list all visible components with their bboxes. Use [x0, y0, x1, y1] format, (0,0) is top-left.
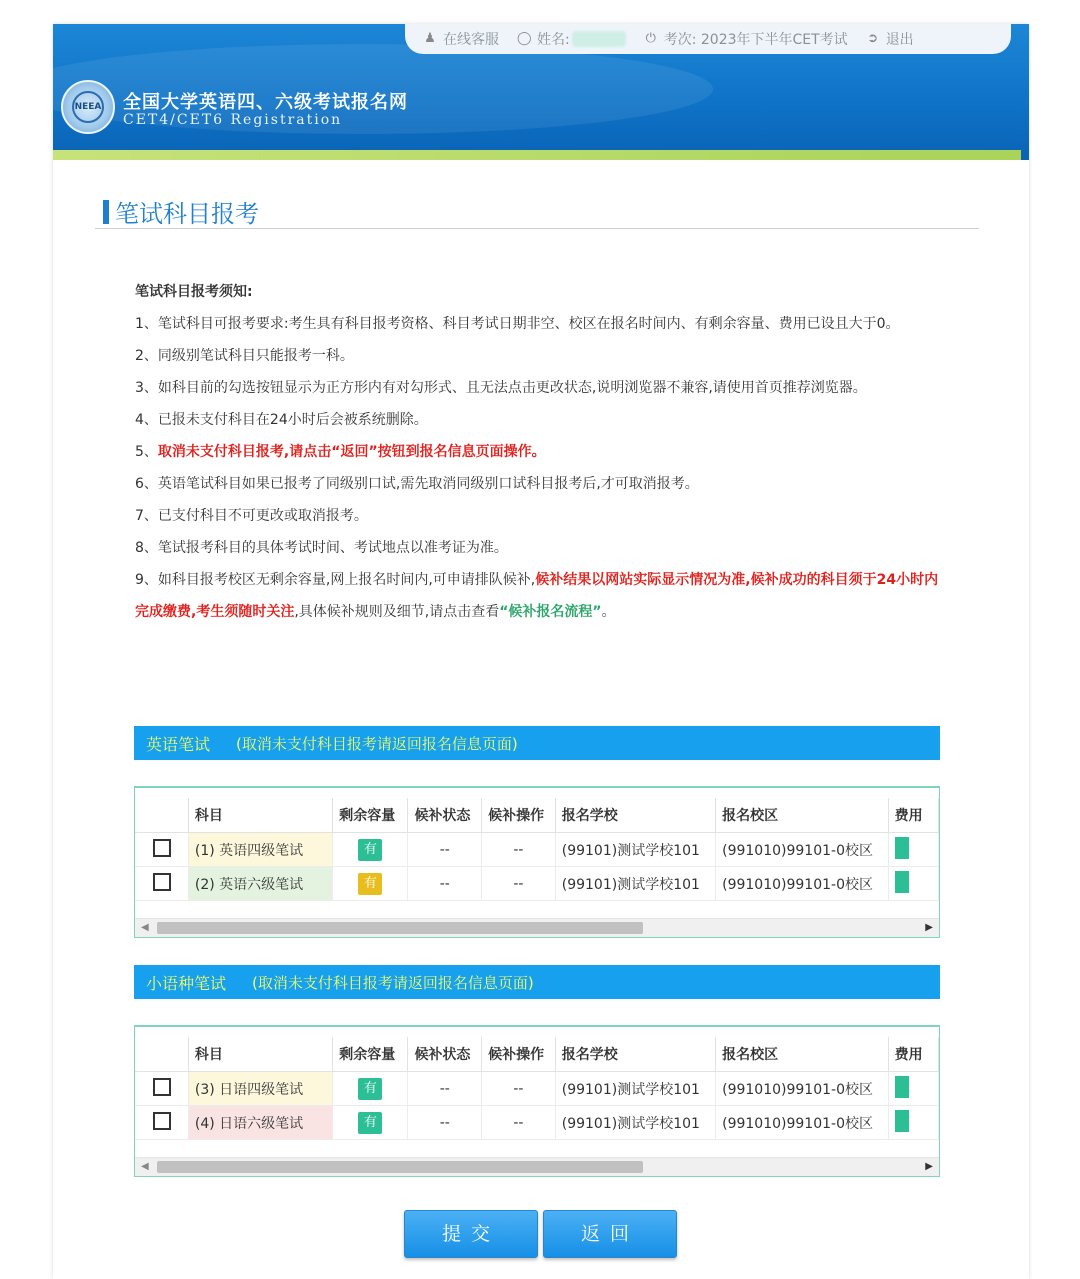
capacity-cell: [333, 1072, 408, 1106]
minor-panel-title: 小语种笔试: [146, 973, 227, 993]
row-checkbox[interactable]: [153, 1112, 171, 1130]
row-select-cell: [135, 1106, 188, 1140]
campus-cell: (991010)99101-0校区: [716, 867, 889, 901]
page-title: [103, 194, 259, 229]
english-grid: [135, 798, 939, 901]
english-panel-note: (取消未支付科目报考请返回报名信息页面): [236, 734, 518, 753]
fee-cell: [888, 1106, 938, 1140]
notice-item-3: 3、如科目前的勾选按钮显示为正方形内有对勾形式、且无法点击更改状态,说明浏览器不兼容,请使用首页推荐浏览器。: [135, 380, 867, 396]
subject-cell: (1) 英语四级笔试: [188, 833, 332, 867]
minor-grid: [135, 1037, 939, 1140]
wait-op-cell: --: [482, 1072, 556, 1106]
wait-status-cell: --: [408, 867, 482, 901]
row-select-cell: [135, 833, 188, 867]
capacity-badge: 有: [358, 1112, 382, 1134]
english-table: [134, 786, 940, 938]
table-header-row: [135, 798, 939, 833]
notice-item-7: 7、已支付科目不可更改或取消报考。: [135, 508, 368, 524]
subject-cell: (2) 英语六级笔试: [188, 867, 332, 901]
scroll-thumb[interactable]: [157, 922, 643, 934]
row-select-cell: [135, 1072, 188, 1106]
row-checkbox[interactable]: [153, 839, 171, 857]
col-fee: 费用: [888, 798, 938, 833]
capacity-badge: 有: [358, 1078, 382, 1100]
notice-item-1: 1、笔试科目可报考要求:考生具有科目报考资格、科目考试日期非空、校区在报名时间内、有剩余容量、费用已设且大于0。: [135, 316, 900, 332]
wait-status-cell: --: [408, 1106, 482, 1140]
capacity-cell: [333, 867, 408, 901]
site-title-en: CET4/CET6 Registration: [123, 112, 343, 128]
school-cell: (99101)测试学校101: [555, 833, 715, 867]
english-panel-title: 英语笔试: [146, 734, 211, 754]
power-icon: ⏻: [645, 31, 656, 46]
wait-op-cell: --: [482, 1106, 556, 1140]
name-label: 姓名:: [537, 32, 570, 48]
scroll-thumb[interactable]: [157, 1161, 643, 1173]
school-cell: (99101)测试学校101: [555, 1106, 715, 1140]
logout-icon: ➲: [867, 31, 879, 46]
capacity-badge: 有: [358, 839, 382, 861]
scroll-right-icon[interactable]: ▶: [925, 922, 933, 933]
col-checkbox: [135, 1037, 188, 1072]
header-green-stripe: [53, 150, 1021, 160]
wait-op-cell: --: [482, 833, 556, 867]
capacity-cell: [333, 1106, 408, 1140]
notice-section: [135, 276, 945, 628]
table-row: [135, 1072, 939, 1106]
service-icon: ♟: [424, 31, 436, 46]
col-subject: 科目: [188, 1037, 332, 1072]
minor-table: [134, 1025, 940, 1177]
top-user-bar: [405, 24, 1011, 54]
exam-label: 考次: 2023年下半年CET考试: [663, 32, 848, 48]
scroll-left-icon[interactable]: ◀: [141, 1161, 149, 1172]
col-checkbox: [135, 798, 188, 833]
logo-mark: NEEA: [72, 91, 104, 123]
table-row: [135, 867, 939, 901]
fee-badge: [895, 1110, 909, 1132]
col-subject: 科目: [188, 798, 332, 833]
scroll-right-icon[interactable]: ▶: [925, 1161, 933, 1172]
table-row: [135, 1106, 939, 1140]
minor-panel-header: [134, 965, 940, 999]
notice-item-9-end: 。: [601, 604, 616, 620]
campus-cell: (991010)99101-0校区: [716, 833, 889, 867]
notice-item-6: 6、英语笔试科目如果已报考了同级别口试,需先取消同级别口试科目报考后,才可取消报考。: [135, 476, 699, 492]
fee-cell: [888, 867, 938, 901]
scroll-left-icon[interactable]: ◀: [141, 922, 149, 933]
online-service-label: 在线客服: [443, 32, 499, 48]
col-school: 报名学校: [555, 1037, 715, 1072]
wait-status-cell: --: [408, 1072, 482, 1106]
wait-status-cell: --: [408, 833, 482, 867]
col-capacity: 剩余容量: [333, 798, 408, 833]
notice-item-5-prefix: 5、: [135, 444, 158, 460]
minor-panel-note: (取消未支付科目报考请返回报名信息页面): [252, 973, 534, 992]
horizontal-scrollbar[interactable]: [135, 918, 939, 937]
capacity-cell: [333, 833, 408, 867]
notice-item-9: [135, 564, 945, 628]
subject-cell: (3) 日语四级笔试: [188, 1072, 332, 1106]
fee-badge: [895, 871, 909, 893]
submit-button[interactable]: 提交: [404, 1210, 538, 1258]
col-wait-op: 候补操作: [482, 1037, 556, 1072]
col-capacity: 剩余容量: [333, 1037, 408, 1072]
notice-item-5-red: 取消未支付科目报考,请点击“返回”按钮到报名信息页面操作。: [157, 444, 546, 460]
page-title-text: 笔试科目报考: [115, 200, 259, 228]
table-row: [135, 833, 939, 867]
logout-link[interactable]: [866, 29, 914, 49]
col-fee: 费用: [888, 1037, 938, 1072]
notice-item-5: [135, 436, 945, 468]
neea-logo: [61, 80, 115, 134]
site-header: [53, 24, 1029, 160]
logout-label: 退出: [885, 32, 914, 48]
site-title-cn: 全国大学英语四、六级考试报名网: [123, 92, 408, 113]
name-value-redacted: [572, 31, 626, 47]
col-campus: 报名校区: [716, 798, 889, 833]
col-school: 报名学校: [555, 798, 715, 833]
table-header-row: [135, 1037, 939, 1072]
col-campus: 报名校区: [716, 1037, 889, 1072]
wait-op-cell: --: [482, 867, 556, 901]
user-icon: ◯: [517, 31, 532, 46]
row-checkbox[interactable]: [153, 873, 171, 891]
exam-session: [644, 29, 848, 49]
campus-cell: (991010)99101-0校区: [716, 1072, 889, 1106]
waitlist-process-link[interactable]: “候补报名流程”: [499, 604, 602, 620]
col-wait-status: 候补状态: [408, 1037, 482, 1072]
online-service-link[interactable]: [423, 29, 499, 49]
school-cell: (99101)测试学校101: [555, 867, 715, 901]
horizontal-scrollbar[interactable]: [135, 1157, 939, 1176]
fee-badge: [895, 1076, 909, 1098]
back-button[interactable]: 返回: [543, 1210, 677, 1258]
notice-item-9-red: 候补结果以网站实际显示情况为准,候补成功的科目须于24小时内完成缴费,考生须随时关注: [135, 572, 939, 620]
notice-item-4: 4、已报未支付科目在24小时后会被系统删除。: [135, 412, 428, 428]
english-panel-header: [134, 726, 940, 760]
row-checkbox[interactable]: [153, 1078, 171, 1096]
row-select-cell: [135, 867, 188, 901]
col-wait-op: 候补操作: [482, 798, 556, 833]
notice-item-9-prefix: 9、如科目报考校区无剩余容量,网上报名时间内,可申请排队候补,: [135, 572, 536, 588]
fee-badge: [895, 837, 909, 859]
subject-cell: (4) 日语六级笔试: [188, 1106, 332, 1140]
title-marker: [103, 200, 109, 224]
fee-cell: [888, 1072, 938, 1106]
page-frame: [53, 24, 1029, 1279]
notice-item-9-mid: ,具体候补规则及细节,请点击查看: [294, 604, 500, 620]
fee-cell: [888, 833, 938, 867]
title-divider: [95, 228, 979, 229]
capacity-badge: 有: [358, 873, 382, 895]
user-name: [517, 29, 626, 49]
col-wait-status: 候补状态: [408, 798, 482, 833]
notice-item-2: 2、同级别笔试科目只能报考一科。: [135, 348, 354, 364]
campus-cell: (991010)99101-0校区: [716, 1106, 889, 1140]
school-cell: (99101)测试学校101: [555, 1072, 715, 1106]
notice-heading: 笔试科目报考须知:: [135, 284, 253, 300]
notice-item-8: 8、笔试报考科目的具体考试时间、考试地点以准考证为准。: [135, 540, 508, 556]
